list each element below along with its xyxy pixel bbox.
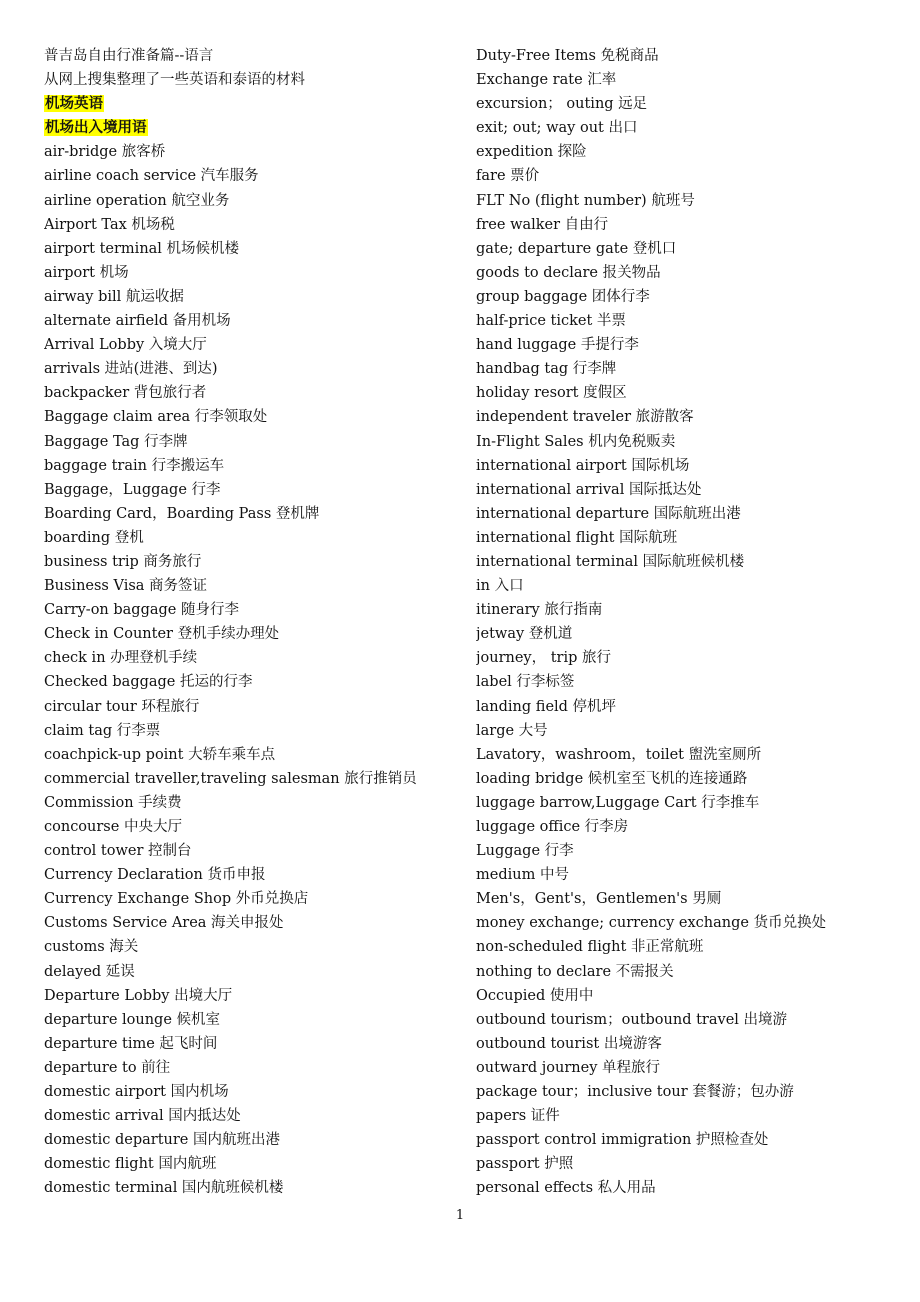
glossary-entry — [44, 68, 464, 92]
entry-text: free walker 自由行 — [476, 216, 609, 233]
entry-text: Airport Tax 机场税 — [44, 216, 175, 233]
glossary-entry — [476, 357, 906, 381]
glossary-entry — [476, 984, 906, 1008]
entry-text: international terminal 国际航班候机楼 — [476, 553, 745, 570]
entry-text: airport terminal 机场候机楼 — [44, 240, 240, 257]
glossary-entry — [44, 502, 464, 526]
entry-text: 从网上搜集整理了一些英语和泰语的材料 — [44, 72, 305, 89]
entry-text: FLT No (flight number) 航班号 — [476, 192, 695, 209]
glossary-entry — [476, 1152, 906, 1176]
glossary-entry — [44, 140, 464, 164]
glossary-entry — [44, 261, 464, 285]
entry-text: alternate airfield 备用机场 — [44, 313, 231, 330]
glossary-entry — [476, 116, 906, 140]
entry-text: passport 护照 — [476, 1156, 574, 1173]
glossary-entry — [44, 478, 464, 502]
glossary-entry — [44, 1128, 464, 1152]
entry-text: domestic airport 国内机场 — [44, 1084, 229, 1101]
entry-text: non-scheduled flight 非正常航班 — [476, 939, 704, 956]
entry-text: jetway 登机道 — [476, 626, 573, 643]
glossary-entry — [476, 502, 906, 526]
entry-text: label 行李标签 — [476, 674, 575, 691]
entry-text: 普吉岛自由行准备篇--语言 — [44, 48, 214, 64]
entry-text: Exchange rate 汇率 — [476, 72, 617, 89]
entry-text: international airport 国际机场 — [476, 457, 690, 474]
entry-text: control tower 控制台 — [44, 843, 192, 860]
glossary-entry — [476, 92, 906, 116]
entry-text: Carry-on baggage 随身行李 — [44, 602, 239, 619]
entry-text: coachpick-up point 大轿车乘车点 — [44, 746, 276, 763]
glossary-entry — [44, 670, 464, 694]
glossary-entry — [44, 1080, 464, 1104]
entry-text: Baggage claim area 行李领取处 — [44, 409, 268, 426]
entry-text: papers 证件 — [476, 1108, 560, 1125]
entry-text: passport control immigration 护照检查处 — [476, 1132, 769, 1149]
glossary-entry — [44, 550, 464, 574]
glossary-entry — [476, 911, 906, 935]
glossary-entry — [44, 285, 464, 309]
entry-text: Commission 手续费 — [44, 794, 182, 811]
entry-text: half-price ticket 半票 — [476, 313, 626, 330]
entry-text: loading bridge 候机室至飞机的连接通路 — [476, 770, 748, 787]
entry-text: domestic flight 国内航班 — [44, 1156, 217, 1173]
glossary-entry — [476, 863, 906, 887]
glossary-entry — [476, 1032, 906, 1056]
glossary-entry — [476, 670, 906, 694]
glossary-entry — [44, 622, 464, 646]
glossary-entry — [476, 405, 906, 429]
glossary-entry — [44, 164, 464, 188]
entry-text: Departure Lobby 出境大厅 — [44, 987, 233, 1004]
entry-text: domestic arrival 国内抵达处 — [44, 1108, 241, 1125]
entry-text: handbag tag 行李牌 — [476, 361, 617, 378]
glossary-entry — [476, 454, 906, 478]
entry-text: backpacker 背包旅行者 — [44, 385, 207, 402]
entry-text: Arrival Lobby 入境大厅 — [44, 337, 207, 354]
entry-text: exit; out; way out 出口 — [476, 120, 638, 137]
glossary-entry — [476, 622, 906, 646]
glossary-entry — [476, 68, 906, 92]
entry-text: goods to declare 报关物品 — [476, 264, 661, 281]
glossary-entry — [476, 1008, 906, 1032]
glossary-entry — [44, 743, 464, 767]
glossary-entry — [44, 1008, 464, 1032]
glossary-entry — [44, 333, 464, 357]
entry-text: holiday resort 度假区 — [476, 385, 627, 402]
glossary-entry — [476, 743, 906, 767]
entry-text: nothing to declare 不需报关 — [476, 963, 674, 980]
entry-text: landing field 停机坪 — [476, 698, 617, 715]
entry-text: Check in Counter 登机手续办理处 — [44, 626, 280, 643]
entry-text: commercial traveller,traveling salesman 旅行推销员 — [44, 770, 417, 787]
glossary-entry — [44, 887, 464, 911]
entry-text: expedition 探险 — [476, 144, 587, 161]
entry-text: international arrival 国际抵达处 — [476, 481, 702, 498]
glossary-entry — [44, 357, 464, 381]
entry-text: Baggage Tag 行李牌 — [44, 433, 188, 450]
entry-text: Men's，Gent's，Gentlemen's 男厕 — [476, 891, 722, 908]
entry-text: Baggage，Luggage 行李 — [44, 481, 221, 498]
glossary-entry — [44, 863, 464, 887]
glossary-entry — [476, 333, 906, 357]
glossary-entry — [476, 478, 906, 502]
glossary-entry — [44, 405, 464, 429]
glossary-entry — [44, 719, 464, 743]
entry-text: package tour；inclusive tour 套餐游；包办游 — [476, 1084, 794, 1101]
entry-text: domestic departure 国内航班出港 — [44, 1132, 280, 1149]
glossary-entry — [476, 887, 906, 911]
glossary-entry — [44, 1104, 464, 1128]
entry-text: itinerary 旅行指南 — [476, 602, 603, 619]
glossary-entry — [476, 309, 906, 333]
entry-text: 机场出入境用语 — [45, 119, 147, 137]
glossary-entry — [476, 550, 906, 574]
glossary-entry — [44, 309, 464, 333]
glossary-entry — [44, 454, 464, 478]
glossary-entry — [44, 430, 464, 454]
glossary-entry — [476, 935, 906, 959]
entry-text: departure lounge 候机室 — [44, 1011, 221, 1028]
left-column — [44, 44, 464, 1201]
entry-text: international flight 国际航班 — [476, 529, 678, 546]
entry-text: arrivals 进站(进港、到达) — [44, 361, 218, 378]
glossary-entry — [476, 1056, 906, 1080]
glossary-entry — [476, 574, 906, 598]
entry-text: baggage train 行李搬运车 — [44, 457, 225, 474]
entry-text: departure time 起飞时间 — [44, 1035, 218, 1052]
entry-text: hand luggage 手提行李 — [476, 337, 639, 354]
entry-text: Customs Service Area 海关申报处 — [44, 915, 284, 932]
glossary-entry — [44, 237, 464, 261]
page-number: 1 — [455, 1208, 465, 1223]
glossary-entry — [44, 767, 464, 791]
entry-text: customs 海关 — [44, 939, 139, 956]
entry-text: concourse 中央大厅 — [44, 819, 182, 835]
glossary-entry — [476, 44, 906, 68]
entry-text: Luggage 行李 — [476, 843, 574, 860]
glossary-entry — [44, 1056, 464, 1080]
glossary-entry — [44, 1032, 464, 1056]
entry-text: Currency Declaration 货币申报 — [44, 867, 266, 884]
entry-text: luggage office 行李房 — [476, 819, 629, 835]
entry-text: outbound tourism；outbound travel 出境游 — [476, 1011, 788, 1028]
entry-text: In-Flight Sales 机内免税贩卖 — [476, 433, 676, 450]
entry-text: gate; departure gate 登机口 — [476, 240, 677, 257]
glossary-entry — [44, 598, 464, 622]
entry-text: fare 票价 — [476, 168, 540, 185]
glossary-entry — [476, 164, 906, 188]
glossary-entry — [44, 213, 464, 237]
entry-text: Business Visa 商务签证 — [44, 578, 208, 595]
entry-text: airway bill 航运收据 — [44, 288, 184, 305]
entry-text: medium 中号 — [476, 867, 569, 884]
glossary-entry — [476, 767, 906, 791]
glossary-entry — [476, 815, 906, 839]
glossary-entry — [44, 791, 464, 815]
entry-text: personal effects 私人用品 — [476, 1180, 656, 1197]
glossary-entry — [44, 815, 464, 839]
entry-text: large 大号 — [476, 722, 548, 739]
glossary-entry — [476, 237, 906, 261]
glossary-entry — [476, 1104, 906, 1128]
entry-text: Currency Exchange Shop 外币兑换店 — [44, 891, 309, 908]
entry-text: excursion； outing 远足 — [476, 96, 648, 113]
entry-text: departure to 前往 — [44, 1059, 171, 1076]
glossary-entry — [44, 1152, 464, 1176]
glossary-entry — [476, 526, 906, 550]
glossary-entry — [476, 598, 906, 622]
glossary-entry — [476, 261, 906, 285]
entry-text: Checked baggage 托运的行李 — [44, 674, 253, 691]
entry-text: Duty-Free Items 免税商品 — [476, 48, 659, 64]
glossary-entry — [476, 1176, 906, 1200]
entry-text: check in 办理登机手续 — [44, 650, 198, 667]
entry-text: boarding 登机 — [44, 529, 144, 546]
glossary-entry — [476, 839, 906, 863]
glossary-entry — [44, 911, 464, 935]
entry-text: airline coach service 汽车服务 — [44, 168, 259, 185]
glossary-entry — [476, 140, 906, 164]
glossary-entry — [44, 960, 464, 984]
glossary-entry — [44, 574, 464, 598]
glossary-entry — [44, 935, 464, 959]
entry-text: international departure 国际航班出港 — [476, 505, 741, 522]
entry-text: air-bridge 旅客桥 — [44, 144, 166, 161]
glossary-entry — [476, 719, 906, 743]
entry-text: outward journey 单程旅行 — [476, 1059, 660, 1076]
entry-text: group baggage 团体行李 — [476, 288, 650, 305]
entry-text: outbound tourist 出境游客 — [476, 1035, 662, 1052]
section-heading — [44, 92, 464, 116]
entry-text: independent traveler 旅游散客 — [476, 409, 694, 426]
glossary-entry — [476, 646, 906, 670]
glossary-entry — [44, 984, 464, 1008]
glossary-entry — [44, 44, 464, 68]
glossary-entry — [476, 1128, 906, 1152]
glossary-entry — [476, 189, 906, 213]
glossary-entry — [476, 381, 906, 405]
glossary-entry — [44, 839, 464, 863]
entry-text: claim tag 行李票 — [44, 722, 161, 739]
section-heading — [44, 116, 464, 140]
entry-text: circular tour 环程旅行 — [44, 698, 200, 715]
entry-text: money exchange; currency exchange 货币兑换处 — [476, 915, 827, 932]
right-column — [476, 44, 906, 1201]
entry-text: airport 机场 — [44, 264, 129, 281]
glossary-entry — [476, 695, 906, 719]
entry-text: luggage barrow,Luggage Cart 行李推车 — [476, 794, 760, 811]
glossary-entry — [476, 430, 906, 454]
entry-text: Lavatory，washroom，toilet 盥洗室厕所 — [476, 746, 762, 763]
entry-text: delayed 延误 — [44, 963, 135, 980]
entry-text: airline operation 航空业务 — [44, 192, 230, 209]
glossary-entry — [476, 285, 906, 309]
entry-text: journey， trip 旅行 — [476, 650, 612, 667]
glossary-entry — [44, 526, 464, 550]
glossary-entry — [44, 646, 464, 670]
entry-text: domestic terminal 国内航班候机楼 — [44, 1180, 284, 1197]
entry-text: Boarding Card，Boarding Pass 登机牌 — [44, 505, 320, 522]
glossary-entry — [44, 695, 464, 719]
glossary-entry — [476, 960, 906, 984]
glossary-entry — [44, 381, 464, 405]
glossary-entry — [476, 1080, 906, 1104]
glossary-entry — [476, 213, 906, 237]
glossary-entry — [44, 189, 464, 213]
entry-text: business trip 商务旅行 — [44, 553, 202, 570]
entry-text: Occupied 使用中 — [476, 987, 594, 1004]
glossary-entry — [476, 791, 906, 815]
glossary-entry — [44, 1176, 464, 1200]
entry-text: in 入口 — [476, 578, 524, 595]
entry-text: 机场英语 — [45, 95, 103, 113]
